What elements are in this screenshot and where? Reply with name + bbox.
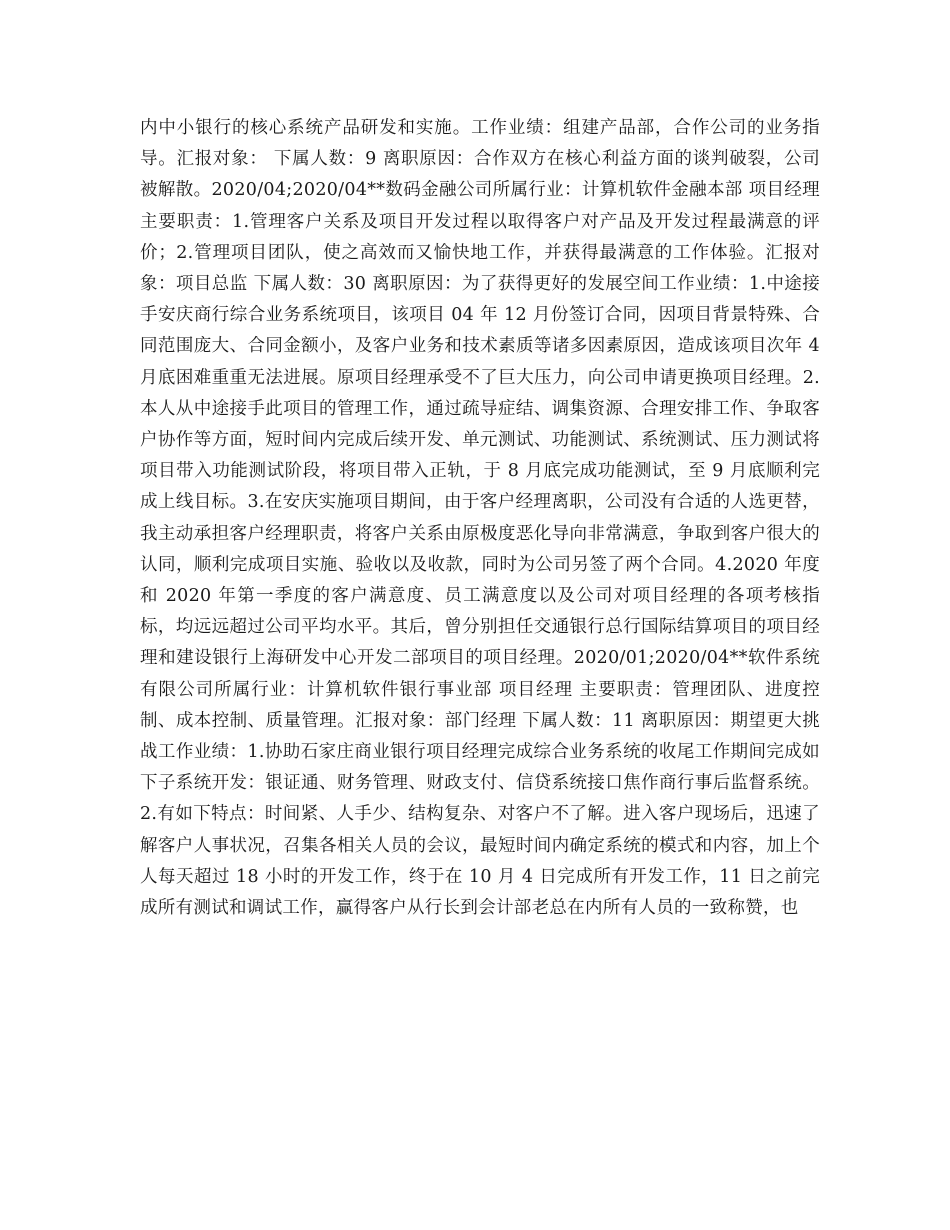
resume-body-paragraph: 内中小银行的核心系统产品研发和实施。工作业绩：组建产品部，合作公司的业务指导。汇报对象： 下属人数：9 离职原因：合作双方在核心利益方面的谈判破裂，公司被解散。2020/04;2020/04**数码金融公司所属行业：计算机软件金融本部 项目经理 主要职责：1.管理客户关系及项目开发过程以取得客户对产品及开发过程最满意的评价；2.管理项目团队，使之高效而又愉快地工作，并获得最满意的工作体验。汇报对象：项目总监 下属人数：30 离职原因：为了获得更好的发展空间工作业绩：1.中途接手安庆商行综合业务系统项目，该项目 04 年 12 月份签订合同，因项目背景特殊、合同范围庞大、合同金额小，及客户业务和技术素质等诸多因素原因，造成该项目次年 4 月底困难重重无法进展。原项目经理承受不了巨大压力，向公司申请更换项目经理。2.本人从中途接手此项目的管理工作，通过疏导症结、调集资源、合理安排工作、争取客户协作等方面，短时间内完成后续开发、单元测试、功能测试、系统测试、压力测试将项目带入功能测试阶段，将项目带入正轨，于 8 月底完成功能测试，至 9 月底顺利完成上线目标。3.在安庆实施项目期间，由于客户经理离职，公司没有合适的人选更替，我主动承担客户经理职责，将客户关系由原极度恶化导向非常满意，争取到客户很大的认同，顺利完成项目实施、验收以及收款，同时为公司另签了两个合同。4.2020 年度和 2020 年第一季度的客户满意度、员工满意度以及公司对项目经理的各项考核指标，均远远超过公司平均水平。其后，曾分别担任交通银行总行国际结算项目的项目经理和建设银行上海研发中心开发二部项目的项目经理。2020/01;2020/04**软件系统有限公司所属行业：计算机软件银行事业部 项目经理 主要职责：管理团队、进度控制、成本控制、质量管理。汇报对象：部门经理 下属人数：11 离职原因：期望更大挑战工作业绩：1.协助石家庄商业银行项目经理完成综合业务系统的收尾工作期间完成如下子系统开发：银证通、财务管理、财政支付、信贷系统接口焦作商行事后监督系统。2.有如下特点：时间紧、人手少、结构复杂、对客户不了解。进入客户现场后，迅速了解客户人事状况，召集各相关人员的会议，最短时间内确定系统的模式和内容，加上个人每天超过 18 小时的开发工作，终于在 10 月 4 日完成所有开发工作，11 日之前完成所有测试和调试工作，赢得客户从行长到会计部老总在内所有人员的一致称赞，也 bbox=[140, 118, 820, 919]
